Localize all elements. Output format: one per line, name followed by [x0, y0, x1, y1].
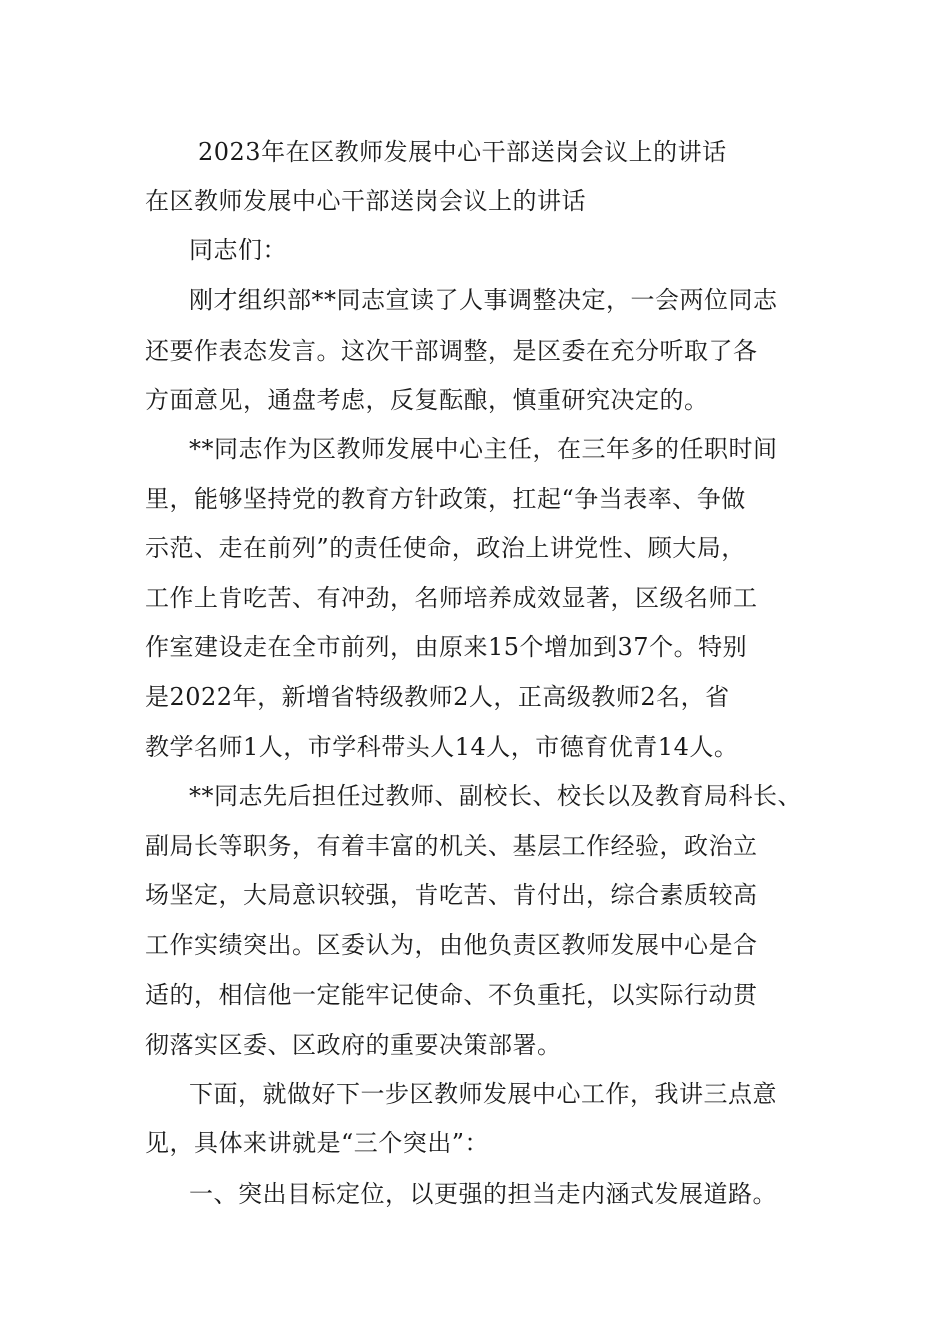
text-line: 适的，相信他一定能牢记使命、不负重托，以实际行动贯 — [145, 981, 758, 1009]
text-line: 见，具体来讲就是“三个突出”： — [145, 1129, 490, 1157]
section-heading: 一、突出目标定位，以更强的担当走内涵式发展道路。 — [189, 1180, 777, 1208]
text-line: 示范、走在前列”的责任使命，政治上讲党性、顾大局， — [145, 534, 746, 562]
text-line: **同志先后担任过教师、副校长、校长以及教育局科长、 — [189, 782, 802, 810]
text-line: 教学名师1人，市学科带头人14人，市德育优青14人。 — [145, 733, 739, 761]
text-line: 刚才组织部**同志宣读了人事调整决定，一会两位同志 — [189, 286, 778, 314]
document-title: 2023年在区教师发展中心干部送岗会议上的讲话 — [198, 138, 727, 166]
text-line: **同志作为区教师发展中心主任，在三年多的任职时间 — [189, 435, 778, 463]
text-line: 方面意见，通盘考虑，反复酝酿，慎重研究决定的。 — [145, 386, 709, 414]
text-line: 彻落实区委、区政府的重要决策部署。 — [145, 1031, 562, 1059]
text-line: 场坚定，大局意识较强，肯吃苦、肯付出，综合素质较高 — [145, 881, 758, 909]
text-line: 里，能够坚持党的教育方针政策，扛起“争当表率、争做 — [145, 485, 746, 513]
text-line: 还要作表态发言。这次干部调整，是区委在充分听取了各 — [145, 337, 758, 365]
text-line: 工作上肯吃苦、有冲劲，名师培养成效显著，区级名师工 — [145, 584, 758, 612]
text-line: 作室建设走在全市前列，由原来15个增加到37个。特别 — [145, 633, 748, 661]
text-line: 副局长等职务，有着丰富的机关、基层工作经验，政治立 — [145, 832, 758, 860]
text-line: 是2022年，新增省特级教师2人，正高级教师2名，省 — [145, 683, 730, 711]
salutation: 同志们： — [189, 236, 287, 264]
document-subtitle: 在区教师发展中心干部送岗会议上的讲话 — [145, 187, 586, 215]
text-line: 工作实绩突出。区委认为，由他负责区教师发展中心是合 — [145, 931, 758, 959]
text-line: 下面，就做好下一步区教师发展中心工作，我讲三点意 — [189, 1080, 777, 1108]
